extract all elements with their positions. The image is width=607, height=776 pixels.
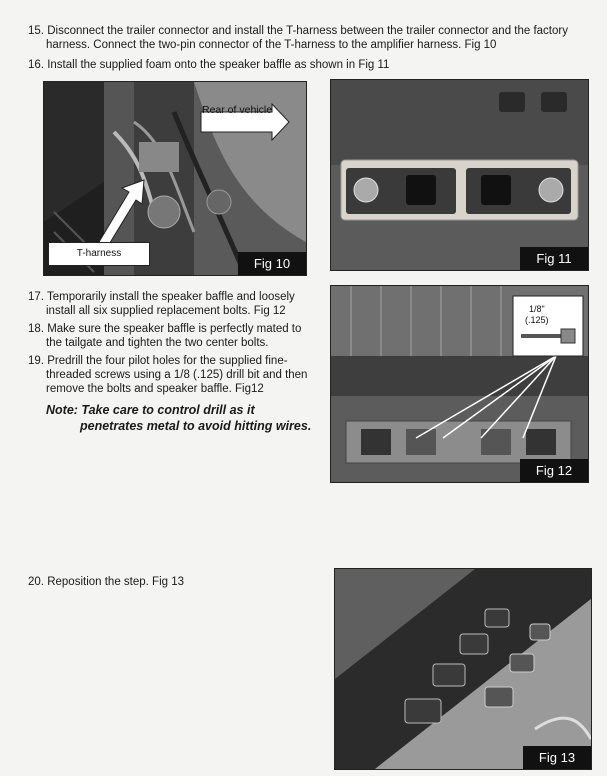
fig12-drill-size: 1/8" [529, 304, 545, 314]
step-17-number: 17. [28, 291, 44, 303]
step-19-text-line3: remove the bolts and speaker baffle. Fig12 [46, 383, 264, 395]
step-19-number: 19. [28, 355, 44, 367]
step-19 [28, 354, 328, 396]
step-15 [28, 24, 598, 52]
step-19-text-line2: threaded screws using a 1/8 (.125) drill bit and then [46, 369, 308, 381]
fig11-label: Fig 11 [520, 247, 588, 270]
step-20 [28, 575, 328, 589]
fig13-photo [335, 569, 591, 769]
step-20-number: 20. [28, 576, 44, 588]
step-17-text-line1: Temporarily install the speaker baffle and loosely [47, 291, 295, 303]
step-16-number: 16. [28, 59, 44, 71]
fig13-label: Fig 13 [523, 746, 591, 769]
step-15-text-line2: harness. Connect the two-pin connector of the T-harness to the amplifier harness. Fig 10 [46, 39, 497, 51]
fig12-drill-decimal: (.125) [525, 315, 549, 325]
figure-11 [330, 79, 589, 271]
note-line2: penetrates metal to avoid hitting wires. [80, 419, 312, 433]
step-19-text-line1: Predrill the four pilot holes for the supplied fine- [47, 355, 288, 367]
note-line1: Note: Take care to control drill as it [46, 403, 255, 417]
drill-warning-note [46, 402, 336, 434]
step-18-number: 18. [28, 323, 44, 335]
fig12-drill-callout [513, 296, 583, 356]
fig10-callout-rear: Rear of vehicle [202, 104, 273, 116]
fig11-photo [331, 80, 588, 270]
fig12-label: Fig 12 [520, 459, 588, 482]
fig10-callout-t-harness: T-harness [48, 242, 150, 266]
step-15-number: 15. [28, 25, 44, 37]
step-17 [28, 290, 328, 318]
step-17-text-line2: install all six supplied replacement bolts. Fig 12 [46, 305, 286, 317]
figure-10 [43, 81, 307, 276]
figure-12 [330, 285, 589, 483]
step-16 [28, 58, 598, 72]
step-18 [28, 322, 328, 350]
figure-13 [334, 568, 592, 770]
fig12-photo [331, 286, 588, 482]
step-15-text-line1: Disconnect the trailer connector and install the T-harness between the trailer connector and the factory [47, 25, 568, 37]
step-18-text-line2: the tailgate and tighten the two center bolts. [46, 337, 269, 349]
step-16-text: Install the supplied foam onto the speaker baffle as shown in Fig 11 [47, 59, 390, 71]
step-18-text-line1: Make sure the speaker baffle is perfectly mated to [47, 323, 302, 335]
step-20-text: Reposition the step. Fig 13 [47, 576, 185, 588]
fig10-label: Fig 10 [238, 252, 306, 275]
